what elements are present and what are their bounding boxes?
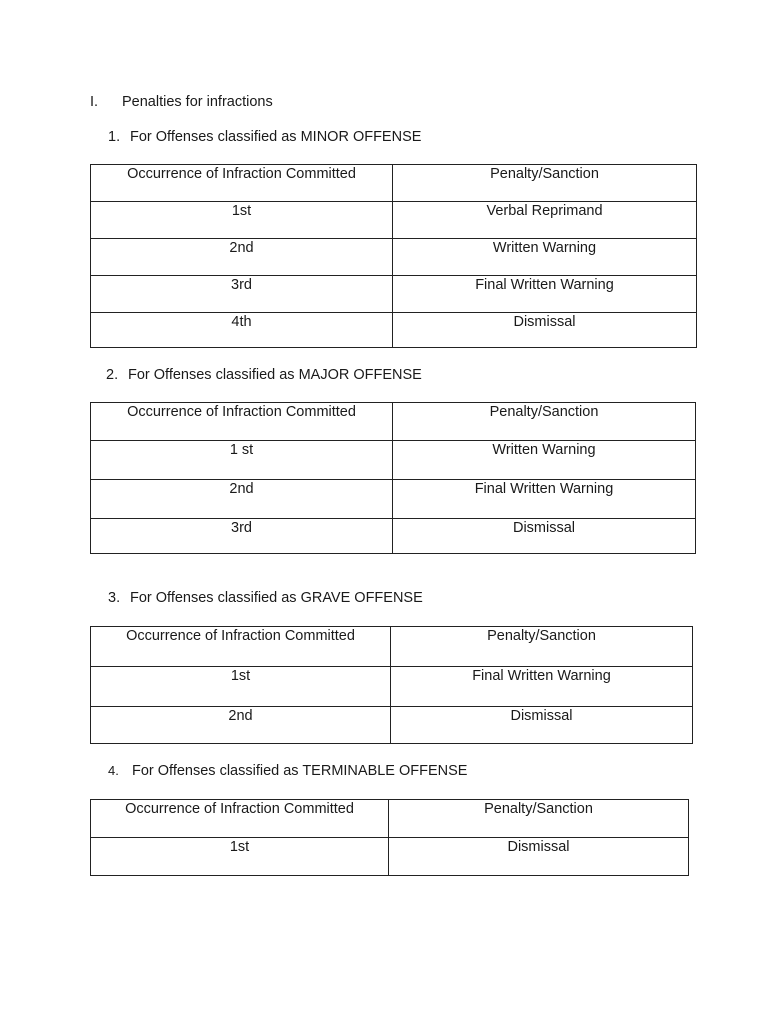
section-title: Penalties for infractions [122,94,273,110]
occurrence-cell: 2nd [91,239,393,276]
occurrence-cell: 1 st [91,441,393,480]
table-row [91,838,689,876]
penalty-cell: Dismissal [389,838,689,876]
table-row [91,313,697,348]
section-heading [90,94,273,110]
column-header-penalty: Penalty/Sanction [393,165,697,202]
column-header-occurrence: Occurrence of Infraction Committed [91,403,393,441]
table-row [91,441,696,480]
occurrence-cell: 2nd [91,480,393,519]
occurrence-cell: 3rd [91,276,393,313]
column-header-occurrence: Occurrence of Infraction Committed [91,165,393,202]
section-numeral: I. [90,94,99,110]
column-header-occurrence: Occurrence of Infraction Committed [91,800,389,838]
penalty-cell: Dismissal [393,519,696,554]
penalty-cell: Written Warning [393,441,696,480]
penalty-cell: Final Written Warning [391,667,693,707]
occurrence-cell: 4th [91,313,393,348]
column-header-penalty: Penalty/Sanction [393,403,696,441]
occurrence-cell: 2nd [91,707,391,744]
column-header-occurrence: Occurrence of Infraction Committed [91,627,391,667]
major-offense-number: 2. [106,367,119,383]
penalty-cell: Written Warning [393,239,697,276]
grave-offense-table [90,626,693,744]
table-header-row [91,627,693,667]
table-row [91,276,697,313]
table-row [91,667,693,707]
terminable-offense-number: 4. [108,763,119,778]
minor-offense-heading [108,129,421,145]
occurrence-cell: 1st [91,838,389,876]
table-row [91,239,697,276]
grave-offense-heading [108,590,423,606]
terminable-offense-heading [108,763,467,779]
column-header-penalty: Penalty/Sanction [389,800,689,838]
penalty-cell: Verbal Reprimand [393,202,697,239]
grave-offense-number: 3. [108,590,121,606]
table-row [91,707,693,744]
table-header-row [91,165,697,202]
occurrence-cell: 3rd [91,519,393,554]
minor-offense-number: 1. [108,129,121,145]
table-row [91,202,697,239]
major-offense-heading [106,367,422,383]
major-offense-title: For Offenses classified as MAJOR OFFENSE [128,367,422,383]
grave-offense-title: For Offenses classified as GRAVE OFFENSE [130,590,423,606]
column-header-penalty: Penalty/Sanction [391,627,693,667]
table-header-row [91,403,696,441]
occurrence-cell: 1st [91,667,391,707]
terminable-offense-title: For Offenses classified as TERMINABLE OFFENSE [132,763,468,779]
penalty-cell: Dismissal [391,707,693,744]
terminable-offense-table [90,799,689,876]
occurrence-cell: 1st [91,202,393,239]
major-offense-table [90,402,696,554]
minor-offense-title: For Offenses classified as MINOR OFFENSE [130,129,422,145]
minor-offense-table [90,164,697,348]
table-row [91,480,696,519]
table-row [91,519,696,554]
table-header-row [91,800,689,838]
penalty-cell: Final Written Warning [393,480,696,519]
penalty-cell: Final Written Warning [393,276,697,313]
penalty-cell: Dismissal [393,313,697,348]
